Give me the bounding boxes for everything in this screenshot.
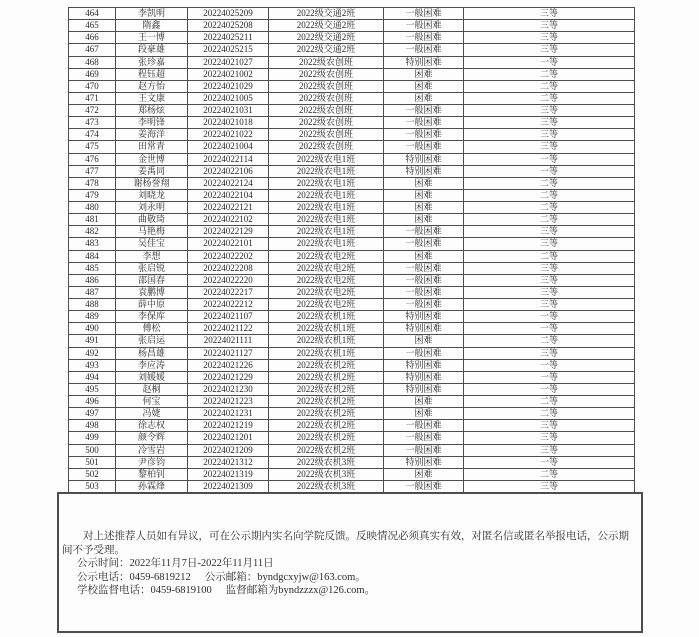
- cell-name: 王文康: [116, 92, 188, 104]
- cell-class-name: 2022级农创班: [269, 80, 384, 92]
- cell-grade: 二等: [464, 189, 635, 201]
- cell-grade: 三等: [464, 274, 635, 286]
- cell-grade: 三等: [464, 105, 635, 117]
- objection-notice-text: 对上述推荐人员如有异议，可在公示期内实名向学院反馈。反映情况必须真实有效，对匿名信或匿名举报电话，公示期间不予受理。: [62, 531, 629, 556]
- cell-difficulty-level: 困难: [384, 68, 464, 80]
- cell-student-id: 20224021312: [188, 456, 269, 468]
- cell-class-name: 2022级农机2班: [269, 371, 384, 383]
- publicity-email-label: 公示邮箱：: [204, 571, 258, 583]
- cell-grade: 二等: [464, 202, 635, 214]
- cell-seq: 485: [69, 262, 116, 274]
- cell-name: 曲敬琦: [116, 214, 188, 226]
- cell-student-id: 20224025215: [188, 44, 269, 56]
- table-row: [69, 299, 635, 311]
- cell-seq: 480: [69, 202, 116, 214]
- cell-difficulty-level: 一般困难: [384, 420, 464, 432]
- cell-grade: 三等: [464, 238, 635, 250]
- cell-seq: 476: [69, 153, 116, 165]
- cell-name: 段豪雄: [116, 44, 188, 56]
- cell-grade: 二等: [464, 92, 635, 104]
- publicity-phone-value: 0459-6819212: [129, 571, 191, 583]
- cell-difficulty-level: 一般困难: [384, 20, 464, 32]
- cell-student-id: 20224022208: [188, 262, 269, 274]
- cell-class-name: 2022级农电1班: [269, 238, 384, 250]
- cell-seq: 482: [69, 226, 116, 238]
- table-row: [69, 129, 635, 141]
- table-row: [69, 468, 635, 480]
- cell-grade: 一等: [464, 153, 635, 165]
- cell-seq: 493: [69, 359, 116, 371]
- cell-seq: 475: [69, 141, 116, 153]
- cell-grade: 三等: [464, 480, 635, 492]
- cell-name: 薛中原: [116, 299, 188, 311]
- cell-class-name: 2022级农电1班: [269, 153, 384, 165]
- cell-name: 金世博: [116, 153, 188, 165]
- cell-seq: 469: [69, 68, 116, 80]
- cell-grade: 二等: [464, 396, 635, 408]
- cell-name: 姜海洋: [116, 129, 188, 141]
- cell-student-id: 20224025208: [188, 20, 269, 32]
- table-row: [69, 408, 635, 420]
- table-row: [69, 396, 635, 408]
- cell-difficulty-level: 一般困难: [384, 432, 464, 444]
- cell-class-name: 2022级交通2班: [269, 8, 384, 20]
- cell-student-id: 20224021004: [188, 141, 269, 153]
- cell-grade: 一等: [464, 323, 635, 335]
- cell-grade: 三等: [464, 347, 635, 359]
- cell-student-id: 20224021319: [188, 468, 269, 480]
- cell-grade: 一等: [464, 56, 635, 68]
- cell-name: 李想: [116, 250, 188, 262]
- cell-student-id: 20224022202: [188, 250, 269, 262]
- cell-name: 尹彦钧: [116, 456, 188, 468]
- cell-class-name: 2022级农机2班: [269, 444, 384, 456]
- cell-difficulty-level: 困难: [384, 468, 464, 480]
- cell-seq: 465: [69, 20, 116, 32]
- cell-grade: 三等: [464, 432, 635, 444]
- cell-class-name: 2022级农机3班: [269, 456, 384, 468]
- cell-class-name: 2022级农机2班: [269, 420, 384, 432]
- cell-seq: 471: [69, 92, 116, 104]
- table-row: [69, 202, 635, 214]
- cell-student-id: 20224021111: [188, 335, 269, 347]
- cell-class-name: 2022级农创班: [269, 56, 384, 68]
- cell-student-id: 20224022106: [188, 165, 269, 177]
- cell-student-id: 20224021107: [188, 311, 269, 323]
- table-row: [69, 456, 635, 468]
- cell-difficulty-level: 困难: [384, 202, 464, 214]
- table-row: [69, 335, 635, 347]
- cell-seq: 467: [69, 44, 116, 56]
- cell-difficulty-level: 特别困难: [384, 456, 464, 468]
- cell-difficulty-level: 一般困难: [384, 44, 464, 56]
- cell-class-name: 2022级交通2班: [269, 32, 384, 44]
- publicity-phone-label: 公示电话：: [77, 571, 130, 583]
- cell-difficulty-level: 一般困难: [384, 226, 464, 238]
- cell-student-id: 20224021018: [188, 117, 269, 129]
- cell-difficulty-level: 一般困难: [384, 129, 464, 141]
- cell-name: 谢杨誉翔: [116, 177, 188, 189]
- cell-student-id: 20224021229: [188, 371, 269, 383]
- cell-difficulty-level: 困难: [384, 80, 464, 92]
- cell-seq: 501: [69, 456, 116, 468]
- cell-seq: 464: [69, 8, 116, 20]
- cell-grade: 一等: [464, 165, 635, 177]
- cell-class-name: 2022级农电1班: [269, 202, 384, 214]
- cell-seq: 496: [69, 396, 116, 408]
- cell-grade: 三等: [464, 141, 635, 153]
- scholarship-table-body: [69, 8, 635, 493]
- table-row: [69, 189, 635, 201]
- cell-name: 刘晓龙: [116, 189, 188, 201]
- cell-name: 王一博: [116, 32, 188, 44]
- table-row: [69, 420, 635, 432]
- cell-class-name: 2022级农创班: [269, 117, 384, 129]
- table-row: [69, 359, 635, 371]
- supervision-email-text: 监督邮箱为byndzzzx@126.com。: [225, 585, 376, 596]
- table-row: [69, 371, 635, 383]
- cell-seq: 478: [69, 177, 116, 189]
- cell-difficulty-level: 一般困难: [384, 8, 464, 20]
- cell-student-id: 20224021201: [188, 432, 269, 444]
- table-row: [69, 92, 635, 104]
- publicity-contact-line: [62, 571, 633, 585]
- supervision-contact-line: [62, 584, 633, 598]
- cell-seq: 488: [69, 299, 116, 311]
- cell-student-id: 20224022104: [188, 189, 269, 201]
- cell-name: 杨昌雄: [116, 347, 188, 359]
- cell-difficulty-level: 一般困难: [384, 299, 464, 311]
- cell-name: 张启锐: [116, 262, 188, 274]
- cell-name: 赵方怡: [116, 80, 188, 92]
- cell-student-id: 20224022217: [188, 286, 269, 298]
- cell-seq: 491: [69, 335, 116, 347]
- cell-difficulty-level: 一般困难: [384, 238, 464, 250]
- table-row: [69, 153, 635, 165]
- cell-seq: 497: [69, 408, 116, 420]
- cell-student-id: 20224021122: [188, 323, 269, 335]
- cell-grade: 一等: [464, 383, 635, 395]
- table-row: [69, 262, 635, 274]
- cell-name: 姜禹同: [116, 165, 188, 177]
- cell-difficulty-level: 一般困难: [384, 141, 464, 153]
- cell-student-id: 20224021209: [188, 444, 269, 456]
- cell-seq: 489: [69, 311, 116, 323]
- table-row: [69, 444, 635, 456]
- table-row: [69, 250, 635, 262]
- cell-class-name: 2022级农创班: [269, 105, 384, 117]
- cell-name: 赵桐: [116, 383, 188, 395]
- cell-name: 程钰超: [116, 68, 188, 80]
- cell-name: 李凯明: [116, 8, 188, 20]
- table-row: [69, 214, 635, 226]
- cell-seq: 502: [69, 468, 116, 480]
- table-row: [69, 347, 635, 359]
- table-row: [69, 383, 635, 395]
- cell-seq: 470: [69, 80, 116, 92]
- cell-grade: 三等: [464, 44, 635, 56]
- cell-difficulty-level: 特别困难: [384, 371, 464, 383]
- publicity-time-value: 2022年11月7日-2022年11月11日: [129, 558, 274, 569]
- cell-student-id: 20224021027: [188, 56, 269, 68]
- table-row: [69, 68, 635, 80]
- publicity-notice-box: [57, 492, 643, 633]
- table-row: [69, 432, 635, 444]
- cell-seq: 486: [69, 274, 116, 286]
- cell-difficulty-level: 特别困难: [384, 311, 464, 323]
- cell-difficulty-level: 特别困难: [384, 383, 464, 395]
- publicity-time-label: 公示时间：: [77, 558, 130, 569]
- cell-student-id: 20224021309: [188, 480, 269, 492]
- cell-difficulty-level: 一般困难: [384, 32, 464, 44]
- cell-student-id: 20224021127: [188, 347, 269, 359]
- cell-name: 李保库: [116, 311, 188, 323]
- cell-class-name: 2022级农机3班: [269, 480, 384, 492]
- cell-seq: 483: [69, 238, 116, 250]
- table-row: [69, 480, 635, 492]
- cell-name: 冯婕: [116, 408, 188, 420]
- table-row: [69, 226, 635, 238]
- cell-class-name: 2022级农电2班: [269, 262, 384, 274]
- cell-student-id: 20224022114: [188, 153, 269, 165]
- cell-class-name: 2022级农机1班: [269, 311, 384, 323]
- cell-seq: 487: [69, 286, 116, 298]
- cell-grade: 三等: [464, 420, 635, 432]
- cell-difficulty-level: 一般困难: [384, 105, 464, 117]
- cell-student-id: 20224021219: [188, 420, 269, 432]
- cell-seq: 500: [69, 444, 116, 456]
- cell-name: 刘媛媛: [116, 371, 188, 383]
- table-row: [69, 20, 635, 32]
- cell-student-id: 20224022220: [188, 274, 269, 286]
- cell-student-id: 20224021031: [188, 105, 269, 117]
- cell-grade: 一等: [464, 359, 635, 371]
- cell-seq: 473: [69, 117, 116, 129]
- cell-grade: 三等: [464, 117, 635, 129]
- cell-class-name: 2022级农机2班: [269, 408, 384, 420]
- cell-name: 李明锋: [116, 117, 188, 129]
- scholarship-ranking-table: [68, 7, 635, 493]
- table-row: [69, 238, 635, 250]
- cell-name: 邵国春: [116, 274, 188, 286]
- cell-difficulty-level: 一般困难: [384, 117, 464, 129]
- cell-grade: 三等: [464, 444, 635, 456]
- cell-difficulty-level: 困难: [384, 214, 464, 226]
- cell-student-id: 20224022212: [188, 299, 269, 311]
- cell-grade: 三等: [464, 129, 635, 141]
- cell-student-id: 20224021226: [188, 359, 269, 371]
- cell-seq: 495: [69, 383, 116, 395]
- cell-class-name: 2022级农电1班: [269, 214, 384, 226]
- cell-student-id: 20224021022: [188, 129, 269, 141]
- cell-seq: 474: [69, 129, 116, 141]
- cell-class-name: 2022级农机2班: [269, 383, 384, 395]
- cell-class-name: 2022级农电2班: [269, 250, 384, 262]
- cell-student-id: 20224025211: [188, 32, 269, 44]
- cell-class-name: 2022级交通2班: [269, 20, 384, 32]
- cell-seq: 484: [69, 250, 116, 262]
- table-row: [69, 56, 635, 68]
- cell-class-name: 2022级农机1班: [269, 347, 384, 359]
- cell-difficulty-level: 一般困难: [384, 444, 464, 456]
- table-row: [69, 274, 635, 286]
- cell-student-id: 20224025209: [188, 8, 269, 20]
- cell-difficulty-level: 一般困难: [384, 262, 464, 274]
- cell-seq: 503: [69, 480, 116, 492]
- cell-grade: 一等: [464, 371, 635, 383]
- cell-class-name: 2022级农电1班: [269, 226, 384, 238]
- cell-grade: 三等: [464, 32, 635, 44]
- cell-grade: 三等: [464, 20, 635, 32]
- cell-grade: 三等: [464, 8, 635, 20]
- cell-grade: 二等: [464, 408, 635, 420]
- cell-grade: 二等: [464, 468, 635, 480]
- cell-difficulty-level: 困难: [384, 92, 464, 104]
- publicity-time-line: [62, 557, 633, 571]
- cell-name: 张启运: [116, 335, 188, 347]
- cell-name: 傅松: [116, 323, 188, 335]
- table-row: [69, 286, 635, 298]
- cell-student-id: 20224021005: [188, 92, 269, 104]
- cell-student-id: 20224021223: [188, 396, 269, 408]
- cell-class-name: 2022级农电1班: [269, 165, 384, 177]
- cell-seq: 499: [69, 432, 116, 444]
- table-row: [69, 80, 635, 92]
- cell-name: 马艳梅: [116, 226, 188, 238]
- cell-class-name: 2022级农机2班: [269, 432, 384, 444]
- cell-class-name: 2022级农电1班: [269, 189, 384, 201]
- cell-name: 吴佳宝: [116, 238, 188, 250]
- cell-student-id: 20224022124: [188, 177, 269, 189]
- table-row: [69, 105, 635, 117]
- cell-difficulty-level: 困难: [384, 250, 464, 262]
- cell-seq: 468: [69, 56, 116, 68]
- cell-difficulty-level: 特别困难: [384, 323, 464, 335]
- cell-class-name: 2022级农电2班: [269, 299, 384, 311]
- cell-name: 何宝: [116, 396, 188, 408]
- table-row: [69, 165, 635, 177]
- cell-difficulty-level: 困难: [384, 177, 464, 189]
- cell-seq: 490: [69, 323, 116, 335]
- cell-difficulty-level: 特别困难: [384, 153, 464, 165]
- cell-difficulty-level: 困难: [384, 335, 464, 347]
- cell-class-name: 2022级农机2班: [269, 396, 384, 408]
- publicity-email-value: byndgcxyjw@163.com。: [257, 571, 366, 583]
- cell-class-name: 2022级农创班: [269, 68, 384, 80]
- table-row: [69, 32, 635, 44]
- cell-difficulty-level: 特别困难: [384, 359, 464, 371]
- cell-name: 冷雪岩: [116, 444, 188, 456]
- cell-class-name: 2022级农机2班: [269, 359, 384, 371]
- cell-class-name: 2022级农机1班: [269, 323, 384, 335]
- cell-class-name: 2022级农电2班: [269, 274, 384, 286]
- cell-name: 郑杨炫: [116, 105, 188, 117]
- cell-student-id: 20224022129: [188, 226, 269, 238]
- cell-difficulty-level: 困难: [384, 396, 464, 408]
- cell-name: 徐志权: [116, 420, 188, 432]
- cell-name: 黎柏钊: [116, 468, 188, 480]
- cell-student-id: 20224021230: [188, 383, 269, 395]
- table-row: [69, 44, 635, 56]
- supervision-phone-value: 0459-6819100: [150, 585, 212, 596]
- table-row: [69, 141, 635, 153]
- cell-name: 孙霖烽: [116, 480, 188, 492]
- cell-name: 隋鑫: [116, 20, 188, 32]
- cell-seq: 481: [69, 214, 116, 226]
- cell-grade: 二等: [464, 250, 635, 262]
- cell-grade: 三等: [464, 262, 635, 274]
- cell-class-name: 2022级交通2班: [269, 44, 384, 56]
- cell-seq: 466: [69, 32, 116, 44]
- cell-grade: 二等: [464, 80, 635, 92]
- cell-seq: 472: [69, 105, 116, 117]
- cell-seq: 479: [69, 189, 116, 201]
- cell-seq: 498: [69, 420, 116, 432]
- cell-student-id: 20224021002: [188, 68, 269, 80]
- cell-name: 张珍嘉: [116, 56, 188, 68]
- cell-grade: 三等: [464, 299, 635, 311]
- cell-difficulty-level: 一般困难: [384, 347, 464, 359]
- table-row: [69, 311, 635, 323]
- cell-class-name: 2022级农创班: [269, 141, 384, 153]
- table-row: [69, 117, 635, 129]
- cell-seq: 477: [69, 165, 116, 177]
- cell-class-name: 2022级农机1班: [269, 335, 384, 347]
- cell-seq: 494: [69, 371, 116, 383]
- cell-difficulty-level: 一般困难: [384, 480, 464, 492]
- cell-class-name: 2022级农创班: [269, 92, 384, 104]
- cell-difficulty-level: 一般困难: [384, 274, 464, 286]
- cell-difficulty-level: 特别困难: [384, 56, 464, 68]
- cell-difficulty-level: 困难: [384, 189, 464, 201]
- cell-grade: 一等: [464, 456, 635, 468]
- supervision-phone-label: 学校监督电话：: [77, 585, 151, 596]
- cell-class-name: 2022级农电2班: [269, 286, 384, 298]
- cell-name: 袁鹏博: [116, 286, 188, 298]
- cell-difficulty-level: 困难: [384, 408, 464, 420]
- cell-grade: 二等: [464, 335, 635, 347]
- table-row: [69, 323, 635, 335]
- cell-name: 李应涛: [116, 359, 188, 371]
- cell-difficulty-level: 一般困难: [384, 286, 464, 298]
- cell-name: 颜令辉: [116, 432, 188, 444]
- cell-name: 刘永明: [116, 202, 188, 214]
- table-row: [69, 177, 635, 189]
- cell-grade: 三等: [464, 286, 635, 298]
- cell-student-id: 20224022102: [188, 214, 269, 226]
- cell-grade: 二等: [464, 214, 635, 226]
- cell-class-name: 2022级农创班: [269, 129, 384, 141]
- cell-difficulty-level: 特别困难: [384, 165, 464, 177]
- cell-student-id: 20224021029: [188, 80, 269, 92]
- cell-class-name: 2022级农电1班: [269, 177, 384, 189]
- cell-grade: 二等: [464, 177, 635, 189]
- cell-name: 田常青: [116, 141, 188, 153]
- cell-class-name: 2022级农机3班: [269, 468, 384, 480]
- cell-seq: 492: [69, 347, 116, 359]
- cell-student-id: 20224021231: [188, 408, 269, 420]
- table-row: [69, 8, 635, 20]
- cell-student-id: 20224022101: [188, 238, 269, 250]
- cell-grade: 三等: [464, 226, 635, 238]
- cell-grade: 一等: [464, 311, 635, 323]
- cell-student-id: 20224022121: [188, 202, 269, 214]
- cell-grade: 二等: [464, 68, 635, 80]
